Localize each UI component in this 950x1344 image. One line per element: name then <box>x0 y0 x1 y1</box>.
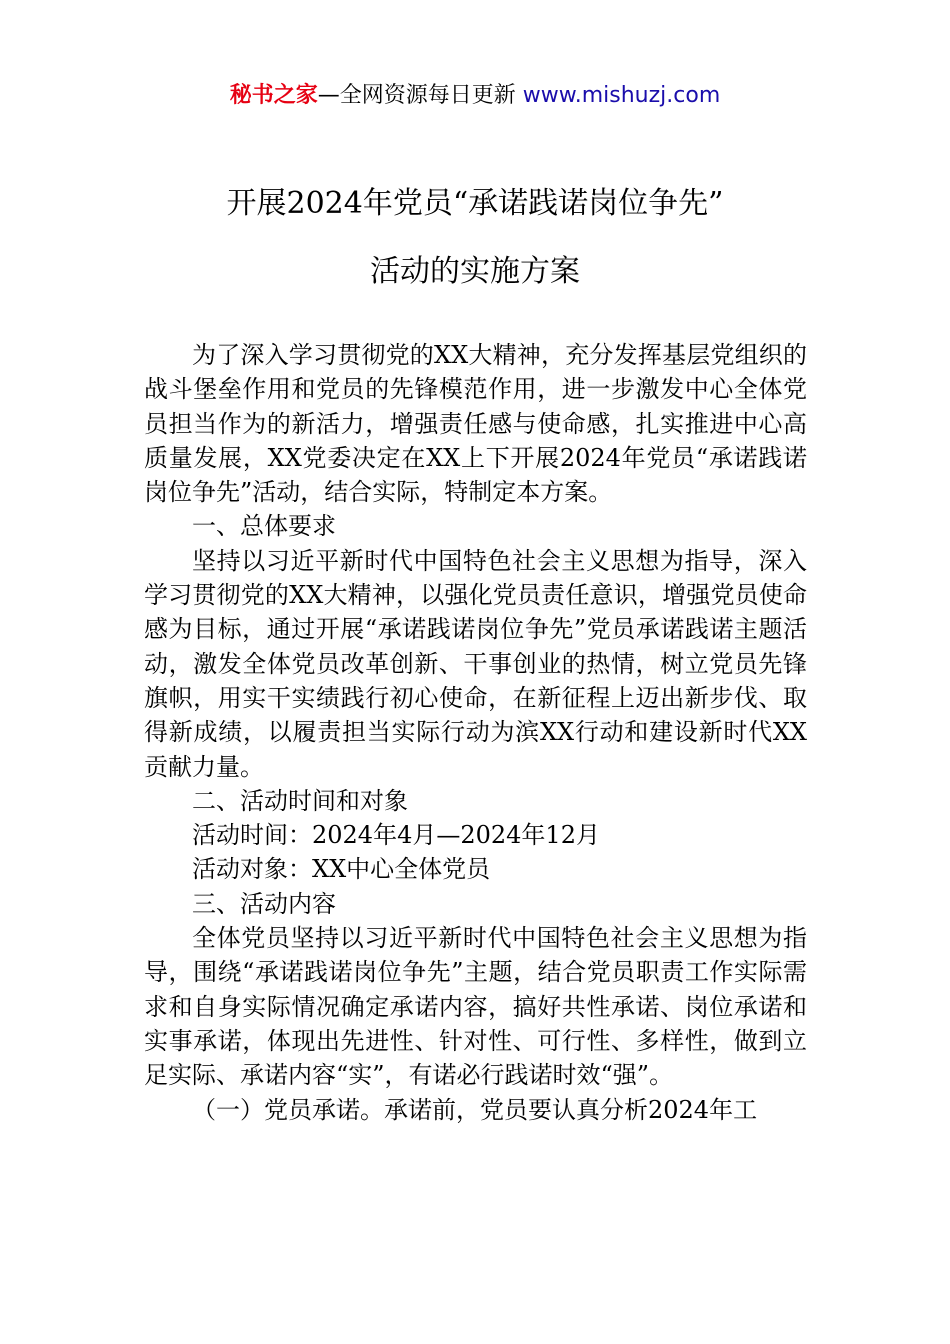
activity-time-line: 活动时间：2024年4月—2024年12月 <box>192 821 600 850</box>
section-heading-time-and-target: 二、活动时间和对象 <box>192 786 408 815</box>
activity-content-paragraph: 全体党员坚持以习近平新时代中国特色社会主义思想为指导，围绕“承诺践诺岗位争先”主题，结合党员职责工作实际需求和自身实际情况确定承诺内容，搞好共性承诺、岗位承诺和实事承诺，体现出先进性、针对性、可行性、多样性，做到立足实际、承诺内容“实”，有诺必行践诺时效“强”。 <box>144 924 807 1090</box>
general-requirements-paragraph: 坚持以习近平新时代中国特色社会主义思想为指导，深入学习贯彻党的XX大精神，以强化党员责任意识，增强党员使命感为目标，通过开展“承诺践诺岗位争先”党员承诺践诺主题活动，激发全体党员改革创新、干事创业的热情，树立党员先锋旗帜，用实干实绩践行初心使命，在新征程上迈出新步伐、取得新成绩，以履责担当实际行动为滨XX行动和建设新时代XX贡献力量。 <box>144 546 807 781</box>
document-title-line-2: 活动的实施方案 <box>370 254 580 289</box>
section-heading-activity-content: 三、活动内容 <box>192 889 336 918</box>
site-brand: 秘书之家 <box>229 83 318 108</box>
site-header <box>0 80 950 112</box>
section-heading-general-requirements: 一、总体要求 <box>192 512 336 541</box>
activity-target-line: 活动对象：XX中心全体党员 <box>192 855 491 884</box>
party-member-commitment-paragraph: （一）党员承诺。承诺前，党员要认真分析2024年工 <box>192 1095 758 1124</box>
document-body <box>144 338 807 1127</box>
site-tagline: —全网资源每日更新 <box>317 83 516 108</box>
intro-paragraph: 为了深入学习贯彻党的XX大精神，充分发挥基层党组织的战斗堡垒作用和党员的先锋模范作用，进一步激发中心全体党员担当作为的新活力，增强责任感与使命感，扎实推进中心高质量发展，XX党委决定在XX上下开展2024年党员“承诺践诺岗位争先”活动，结合实际，特制定本方案。 <box>144 341 807 507</box>
site-url-link[interactable]: www.mishuzj.com <box>522 83 721 108</box>
document-title-line-1: 开展2024年党员“承诺践诺岗位争先” <box>226 186 724 221</box>
